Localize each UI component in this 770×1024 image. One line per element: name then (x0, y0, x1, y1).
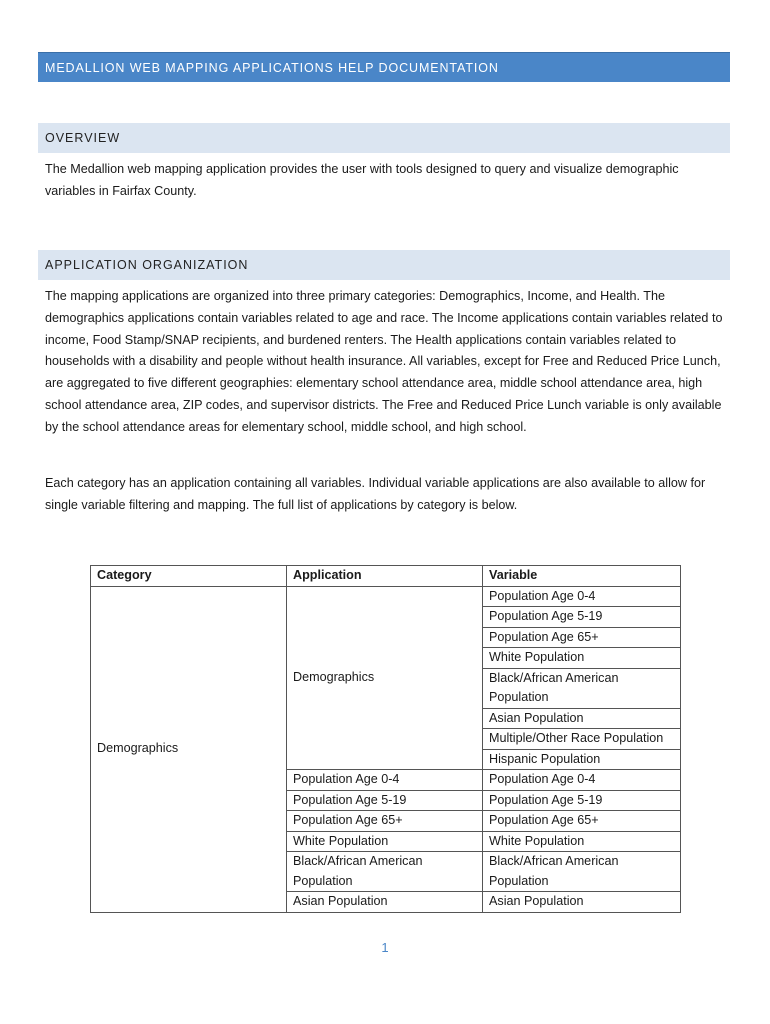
variable-cell: White Population (483, 831, 681, 852)
table-header-row (91, 566, 681, 587)
variable-cell: Population Age 5-19 (483, 790, 681, 811)
document-title-banner: MEDALLION WEB MAPPING APPLICATIONS HELP DOCUMENTATION (38, 52, 730, 82)
variable-cell: Hispanic Population (483, 749, 681, 770)
page-number: 1 (381, 940, 389, 955)
overview-text: The Medallion web mapping application provides the user with tools designed to query and visualize demographic variables in Fairfax County. (45, 162, 679, 198)
category-cell: Demographics (91, 586, 287, 912)
variable-cell: White Population (483, 648, 681, 669)
application-cell: Population Age 5-19 (287, 790, 483, 811)
variable-cell: Population Age 65+ (483, 627, 681, 648)
applications-table (90, 565, 681, 913)
application-cell: Black/African American Population (287, 852, 483, 892)
variable-cell: Black/African American Population (483, 668, 681, 708)
header-application: Application (287, 566, 483, 587)
header-category: Category (91, 566, 287, 587)
variable-cell: Population Age 0-4 (483, 770, 681, 791)
application-cell: Population Age 0-4 (287, 770, 483, 791)
variable-cell: Population Age 5-19 (483, 607, 681, 628)
organization-paragraph-1: The mapping applications are organized into three primary categories: Demographics, Income, and Health. The demographics applications contain variables related to age and race. The Income applications contain variables related to income, Food Stamp/SNAP recipients, and burdened renters. The Health applications contain variables related to households with a disability and people without health insurance. All variables, except for Free and Reduced Price Lunch, are aggregated to five different geographies: elementary school attendance area, middle school attendance area, high school attendance area, ZIP codes, and supervisor districts. The Free and Reduced Price Lunch variable is only available by the school attendance areas for elementary school, middle school, and high school. (45, 289, 723, 434)
variable-cell: Black/African American Population (483, 852, 681, 892)
organization-paragraph-2: Each category has an application containing all variables. Individual variable applications are also available to allow for single variable filtering and mapping. The full list of applications by category is below. (45, 476, 706, 512)
overview-heading: OVERVIEW (38, 123, 730, 153)
header-variable: Variable (483, 566, 681, 587)
application-cell: Asian Population (287, 892, 483, 913)
group-application-cell: Demographics (287, 586, 483, 770)
variable-cell: Population Age 65+ (483, 811, 681, 832)
table-row (91, 586, 681, 607)
variable-cell: Multiple/Other Race Population (483, 729, 681, 750)
organization-heading: APPLICATION ORGANIZATION (38, 250, 730, 280)
variable-cell: Population Age 0-4 (483, 586, 681, 607)
application-cell: White Population (287, 831, 483, 852)
variable-cell: Asian Population (483, 892, 681, 913)
application-cell: Population Age 65+ (287, 811, 483, 832)
variable-cell: Asian Population (483, 708, 681, 729)
